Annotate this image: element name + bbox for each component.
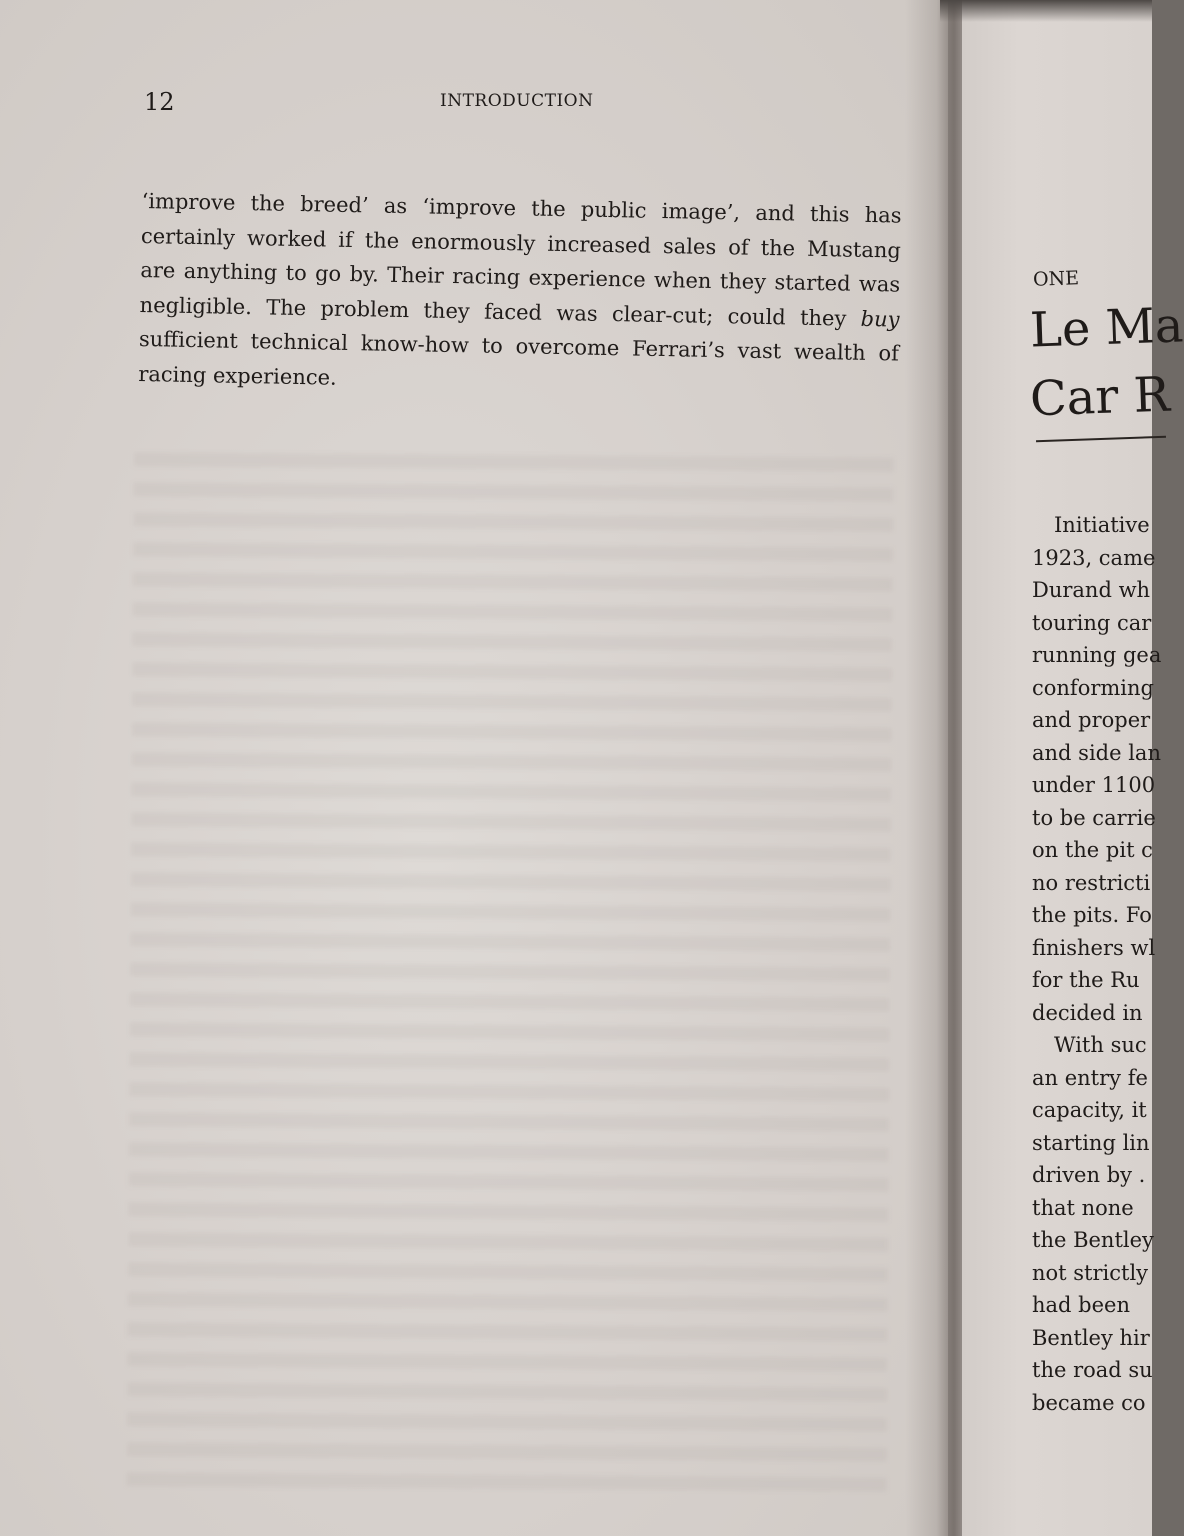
show-through-text [126, 452, 893, 1507]
page-number: 12 [144, 88, 175, 116]
background-edge [940, 0, 1152, 22]
right-line: starting lin [1032, 1130, 1150, 1155]
right-line: that none [1032, 1195, 1134, 1220]
right-line: had been [1032, 1293, 1130, 1317]
right-line: Bentley hir [1032, 1325, 1150, 1350]
right-line: became co [1032, 1390, 1146, 1415]
right-line: decided in [1032, 1000, 1143, 1025]
right-line: not strictly [1032, 1260, 1149, 1285]
right-line: under 1100 [1032, 773, 1156, 797]
right-line: on the pit c [1032, 838, 1153, 862]
italic-word: buy [860, 306, 900, 332]
right-line: and proper [1032, 708, 1151, 732]
right-line: an entry fe [1032, 1065, 1148, 1090]
body-line-2: certainly worked if the enormously increased sales of the Mustang [140, 223, 902, 263]
running-head: INTRODUCTION [440, 91, 594, 111]
right-line: capacity, it [1032, 1098, 1147, 1122]
chapter-title-line-2: Car R [1029, 366, 1171, 428]
chapter-number: ONE [1032, 267, 1080, 291]
right-line: to be carrie [1032, 805, 1156, 830]
right-line: running gea [1032, 643, 1162, 667]
right-line: and side lan [1032, 740, 1161, 765]
body-line-4-text: negligible. The problem they faced was clear-cut; could they [139, 292, 847, 331]
body-line-3: are anything to go by. Their racing experience when they started was [140, 257, 901, 297]
right-line: Initiative [1054, 513, 1150, 537]
body-line-5: sufficient technical know-how to overcome Ferrari’s vast wealth of [138, 326, 900, 366]
right-line: the pits. Fo [1032, 903, 1152, 927]
right-line: touring car [1032, 610, 1152, 635]
right-line: driven by . [1032, 1163, 1146, 1187]
body-text [138, 184, 902, 406]
right-line: 1923, came [1032, 545, 1156, 570]
right-line: conforming [1032, 675, 1154, 700]
right-page-text [1032, 509, 1161, 1419]
chapter-title-line-1: Le Ma [1029, 297, 1184, 359]
right-line: Durand wh [1032, 578, 1151, 602]
right-line: the road su [1032, 1358, 1153, 1382]
body-line-6: racing experience. [138, 361, 337, 390]
right-line: for the Ru [1032, 968, 1140, 992]
right-line: the Bentley [1032, 1228, 1154, 1252]
right-line: no restricti [1032, 870, 1151, 895]
right-line: finishers wl [1032, 935, 1156, 960]
right-line: With suc [1054, 1033, 1147, 1057]
body-line-1: ‘improve the breed’ as ‘improve the public image’, and this has [141, 188, 902, 228]
